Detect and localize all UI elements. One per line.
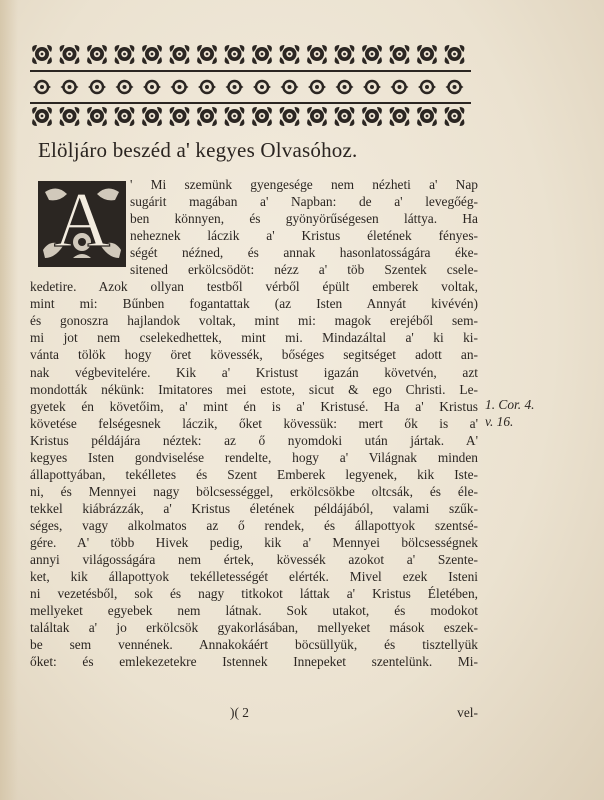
- text-line: nak végbevitelére. Kik a' Kristust igazán követvén, azt: [30, 364, 478, 380]
- ornament-motif: [142, 45, 162, 64]
- ornament-motif: [225, 107, 245, 126]
- ornament-motif: [33, 81, 51, 93]
- decorative-headpiece: [28, 40, 473, 128]
- text-line: sugárit magában a' Napban: de a' levegőég-: [130, 194, 478, 210]
- ornament-motif: [88, 81, 106, 93]
- ornament-motif: [171, 81, 189, 93]
- text-line: mint mi: Bűnben fogantattak (az Isten Annyát kivévén): [30, 296, 478, 312]
- catchword: vel-: [457, 705, 478, 720]
- ornament-motif: [281, 81, 299, 93]
- ornament-motif: [335, 107, 355, 126]
- text-line: őket: és emlekezetekre Istennek Innepeket szentelünk. Mi-: [30, 654, 478, 670]
- margin-reference-verse: v. 16.: [485, 414, 514, 429]
- page-heading: Elöljáro beszéd a' kegyes Olvasóhoz.: [38, 138, 358, 162]
- ornament-motif: [253, 81, 271, 93]
- text-line: állapottyában, tekélletes és Szent Emberek legyenek, kik Iste-: [30, 466, 478, 482]
- ornament-motif: [115, 45, 135, 64]
- ornament-motif: [391, 81, 409, 93]
- ornament-rule: [30, 70, 471, 72]
- ornament-motif: [445, 107, 465, 126]
- ornament-motif: [197, 107, 217, 126]
- ornament-motif: [307, 107, 327, 126]
- ornament-motif: [362, 107, 382, 126]
- text-line: vánta tölök hogy öret kövessék, bőséges segitséget adott an-: [30, 347, 478, 363]
- ornament-motif: [32, 107, 52, 126]
- signature-mark: )( 2: [230, 705, 249, 720]
- text-line: ni vezetésből, sok és nagy titkokot láttak a' Kristus Életében,: [30, 586, 478, 602]
- ornament-motif: [336, 81, 354, 93]
- ornament-motif: [363, 81, 381, 93]
- text-line: tekkel kiábrázzák, a' Kristus életének példájából, valami szűk-: [30, 500, 478, 516]
- ornament-motif: [390, 107, 410, 126]
- ornament-motif: [60, 45, 80, 64]
- text-line: mi jot nem cselekedhettek, mint mi. Mindazáltal a' ki ki-: [30, 330, 478, 346]
- ornament-motif: [226, 81, 244, 93]
- ornament-motif: [252, 107, 272, 126]
- text-line: ni, és Mennyei nagy bölcsességgel, erkölcsökbe oltcsák, és éle-: [30, 483, 478, 499]
- text-line: neheznek láczik a' Kristus életének fényes-: [130, 228, 478, 244]
- ornament-motif: [280, 107, 300, 126]
- ornament-motif: [445, 45, 465, 64]
- text-line: ségét néźned, és annak hasonlatosságára éke-: [130, 245, 478, 261]
- ornament-motif: [418, 81, 436, 93]
- text-line: be sem vennének. Annakokáért böcsüllyük, és tisztellyük: [30, 637, 478, 653]
- ornament-motif: [115, 107, 135, 126]
- ornament-motif: [225, 45, 245, 64]
- ornament-motif: [61, 81, 79, 93]
- text-line: sitened erkölcsödöt: nézz a' töb Szentek csele-: [130, 262, 478, 278]
- text-line: ben könnyen, és gyönyörűségesen láttya. Ha: [130, 211, 478, 227]
- text-line: ket, kik állapottyok tekélletességét elérték. Mivel ezek Isteni: [30, 569, 478, 585]
- ornament-motif: [335, 45, 355, 64]
- margin-reference-book: 1. Cor. 4.: [485, 397, 535, 412]
- text-line: gyetek én követőim, a' mint én is a' Kristusé. Ha a' Kristus: [30, 398, 478, 414]
- text-line: gére. A' több Hivek pedig, kik a' Mennyei bölcsességnek: [30, 534, 478, 550]
- text-line: ' Mi szemünk gyengesége nem nézheti a' Nap: [130, 177, 478, 192]
- text-line: kedetire. Azok ollyan testből vérből épült emberek voltak,: [30, 279, 478, 295]
- ornament-rule: [30, 102, 471, 104]
- ornament-motif: [362, 45, 382, 64]
- ornament-motif: [87, 107, 107, 126]
- page-footer: [30, 705, 478, 725]
- ornament-motif: [116, 81, 134, 93]
- text-line: követése felségesnek láczik, őket kövessük: mert ők is a': [30, 415, 478, 431]
- ornament-motif: [143, 81, 161, 93]
- ornament-motif: [280, 45, 300, 64]
- text-line: séges, vagy alkolmatos az ő rendek, és állapottyok szentsé-: [30, 517, 478, 533]
- margin-reference: [485, 396, 545, 430]
- ornament-motif: [417, 107, 437, 126]
- ornament-motif: [307, 45, 327, 64]
- text-line: mellyeket egyebek nem látnak. Sok utakot, és modokot: [30, 603, 478, 619]
- initial-letter: A: [53, 180, 111, 263]
- body-text: [30, 176, 478, 670]
- text-line: Kristus példájára néztek: az ő nyomdoki után jártak. A': [30, 432, 478, 448]
- text-line: találtak a' jo erkölcsök gyakorlásában, mellyeket mások eszek-: [30, 620, 478, 636]
- ornament-motif: [308, 81, 326, 93]
- ornament-motif: [170, 45, 190, 64]
- text-line: kegyes Isten gondviselése rendelte, hogy a' Világnak minden: [30, 449, 478, 465]
- ornament-motif: [170, 107, 190, 126]
- ornament-motif: [198, 81, 216, 93]
- ornament-motif: [87, 45, 107, 64]
- ornament-motif: [142, 107, 162, 126]
- ornament-motif: [252, 45, 272, 64]
- text-line: mondották nékünk: Imitatores mei estote, sicut & ego Christi. Le-: [30, 381, 478, 397]
- ornament-motif: [446, 81, 464, 93]
- ornament-motif: [60, 107, 80, 126]
- text-line: annyi világosságára nem értek, kövessék azokot a' Szente-: [30, 552, 478, 568]
- ornament-motif: [32, 45, 52, 64]
- text-line: és gonoszra hajlandok voltak, mint mi: magok erejéből sem-: [30, 313, 478, 329]
- ornament-motif: [197, 45, 217, 64]
- ornament-motif: [417, 45, 437, 64]
- ornament-motif: [390, 45, 410, 64]
